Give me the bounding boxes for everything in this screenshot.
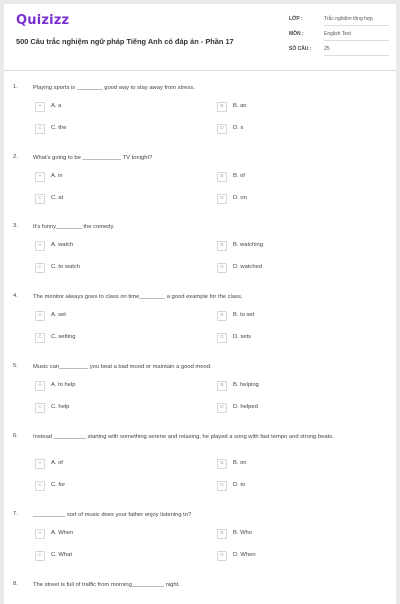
option-text: C. help bbox=[51, 404, 70, 410]
question-text: Music can_________ you beat a bad mood or maintain a good mood. bbox=[33, 364, 212, 370]
option-letter-box[interactable]: C bbox=[35, 551, 45, 561]
question-number: 8. bbox=[13, 581, 18, 587]
option-letter-box[interactable]: C bbox=[35, 333, 45, 343]
question-text: The street is full of traffic from morning__________ night. bbox=[33, 582, 180, 588]
option-letter-box[interactable]: C bbox=[35, 263, 45, 273]
quizizz-logo[interactable]: Quizizz bbox=[16, 13, 70, 28]
worksheet-page bbox=[4, 4, 396, 604]
option-text: B. an bbox=[233, 103, 247, 109]
option-text: C. What bbox=[51, 552, 72, 558]
option-text: B. on bbox=[233, 460, 247, 466]
meta-key: MÔN : bbox=[289, 31, 304, 37]
question-number: 5. bbox=[13, 363, 18, 369]
option-letter-box[interactable]: A bbox=[35, 529, 45, 539]
meta-row-class bbox=[289, 16, 389, 31]
option-text: A. of bbox=[51, 460, 63, 466]
option-letter-box[interactable]: D bbox=[217, 551, 227, 561]
option-text: D. sets bbox=[233, 334, 252, 340]
option-text: C. setting bbox=[51, 334, 76, 340]
option-text: B. helping bbox=[233, 382, 259, 388]
option-text: C. the bbox=[51, 125, 67, 131]
option-text: B. Who bbox=[233, 530, 253, 536]
question-number: 3. bbox=[13, 223, 18, 229]
option-text: B. of bbox=[233, 173, 245, 179]
meta-info bbox=[289, 16, 389, 61]
option-text: A. watch bbox=[51, 242, 74, 248]
option-letter-box[interactable]: B bbox=[217, 172, 227, 182]
option-text: A. a bbox=[51, 103, 62, 109]
option-text: C. at bbox=[51, 195, 64, 201]
question-text: The monitor always goes to class on time________ a good example for the class. bbox=[33, 294, 243, 300]
option-text: D. to bbox=[233, 482, 246, 488]
option-text: C. for bbox=[51, 482, 66, 488]
question-text: It's funny________ the comedy. bbox=[33, 224, 115, 230]
worksheet-header bbox=[4, 4, 396, 71]
option-text: B. to set bbox=[233, 312, 255, 318]
option-letter-box[interactable]: A bbox=[35, 241, 45, 251]
option-letter-box[interactable]: D bbox=[217, 333, 227, 343]
question-number: 1. bbox=[13, 84, 18, 90]
option-text: D. When bbox=[233, 552, 256, 558]
option-text: D. watched bbox=[233, 264, 262, 270]
option-letter-box[interactable]: B bbox=[217, 241, 227, 251]
option-letter-box[interactable]: A bbox=[35, 102, 45, 112]
option-letter-box[interactable]: D bbox=[217, 194, 227, 204]
option-letter-box[interactable]: B bbox=[217, 102, 227, 112]
meta-value: Trắc nghiệm tổng hợp bbox=[324, 16, 389, 26]
option-text: A. to help bbox=[51, 382, 76, 388]
option-text: A. in bbox=[51, 173, 63, 179]
option-letter-box[interactable]: D bbox=[217, 263, 227, 273]
option-letter-box[interactable]: C bbox=[35, 124, 45, 134]
question-text: __________ sort of music does your father enjoy listening to? bbox=[33, 512, 192, 518]
question-text: Playing sports is ________ good way to stay away from stress. bbox=[33, 85, 195, 91]
option-text: C. to watch bbox=[51, 264, 80, 270]
meta-value: 25 bbox=[324, 46, 389, 56]
option-text: A. set bbox=[51, 312, 66, 318]
option-text: B. watching bbox=[233, 242, 263, 248]
question-number: 4. bbox=[13, 293, 18, 299]
option-letter-box[interactable]: C bbox=[35, 481, 45, 491]
meta-key: SỐ CÂU : bbox=[289, 46, 312, 52]
option-letter-box[interactable]: A bbox=[35, 311, 45, 321]
option-letter-box[interactable]: D bbox=[217, 124, 227, 134]
meta-row-subject bbox=[289, 31, 389, 46]
meta-row-count bbox=[289, 46, 389, 61]
option-letter-box[interactable]: C bbox=[35, 403, 45, 413]
option-letter-box[interactable]: B bbox=[217, 381, 227, 391]
option-letter-box[interactable]: C bbox=[35, 194, 45, 204]
option-text: D. on bbox=[233, 195, 247, 201]
question-number: 2. bbox=[13, 154, 18, 160]
option-letter-box[interactable]: B bbox=[217, 529, 227, 539]
option-letter-box[interactable]: D bbox=[217, 481, 227, 491]
worksheet-title: 500 Câu trắc nghiệm ngữ pháp Tiếng Anh có đáp án - Phần 17 bbox=[16, 37, 234, 46]
question-number: 6. bbox=[13, 433, 18, 439]
question-text: What's going to be ____________ TV tonight? bbox=[33, 155, 153, 161]
option-letter-box[interactable]: D bbox=[217, 403, 227, 413]
option-letter-box[interactable]: B bbox=[217, 459, 227, 469]
option-letter-box[interactable]: A bbox=[35, 459, 45, 469]
meta-key: LỚP : bbox=[289, 16, 303, 22]
option-letter-box[interactable]: A bbox=[35, 172, 45, 182]
option-text: A. When bbox=[51, 530, 74, 536]
meta-value: English Test bbox=[324, 31, 389, 41]
question-number: 7. bbox=[13, 511, 18, 517]
question-text: Instead __________ starting with something serene and relaxing, he played a song with fast tempo and strong beats. bbox=[33, 434, 334, 440]
option-letter-box[interactable]: B bbox=[217, 311, 227, 321]
option-text: D. x bbox=[233, 125, 244, 131]
option-text: D. helped bbox=[233, 404, 258, 410]
option-letter-box[interactable]: A bbox=[35, 381, 45, 391]
